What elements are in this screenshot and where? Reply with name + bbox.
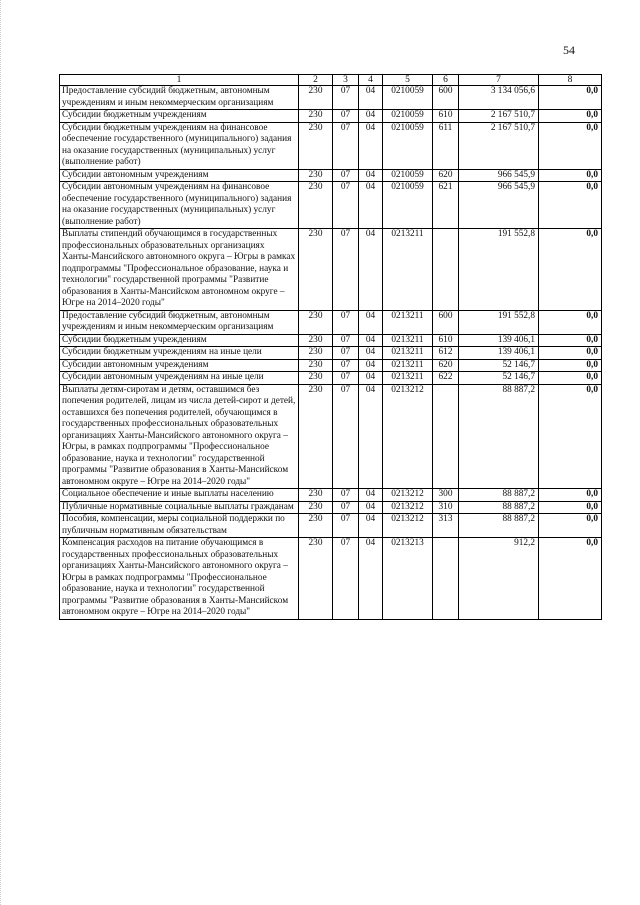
- table-row: [60, 384, 602, 489]
- row-admin-code: 230: [299, 514, 333, 538]
- row-target-article: 0213212: [383, 501, 433, 514]
- row-amount: 139 406,1: [459, 334, 539, 347]
- row-amount-2: 0,0: [539, 538, 602, 620]
- table-row: [60, 334, 602, 347]
- row-expense-type: 622: [433, 372, 459, 385]
- row-subsection: 04: [359, 384, 383, 489]
- row-name: Предоставление субсидий бюджетным, автономным учреждениям и иным некоммерческим организациям: [60, 86, 299, 110]
- row-name: Субсидии бюджетным учреждениям на финансовое обеспечение государственного (муниципального) задания на оказание государственных (муниципальных) услуг (выполнение работ): [60, 122, 299, 169]
- row-expense-type: [433, 229, 459, 311]
- row-subsection: 04: [359, 86, 383, 110]
- row-admin-code: 230: [299, 110, 333, 123]
- row-admin-code: 230: [299, 347, 333, 360]
- row-target-article: 0210059: [383, 182, 433, 229]
- row-section: 07: [333, 347, 359, 360]
- row-target-article: 0213212: [383, 514, 433, 538]
- table-row: [60, 310, 602, 334]
- table-row: [60, 538, 602, 620]
- table-row: [60, 372, 602, 385]
- row-amount: 191 552,8: [459, 229, 539, 311]
- row-section: 07: [333, 514, 359, 538]
- table-header-row: [60, 75, 602, 86]
- row-expense-type: 310: [433, 501, 459, 514]
- row-section: 07: [333, 122, 359, 169]
- row-name: Субсидии автономным учреждениям: [60, 359, 299, 372]
- row-subsection: 04: [359, 501, 383, 514]
- row-amount: 966 545,9: [459, 169, 539, 182]
- row-section: 07: [333, 489, 359, 502]
- row-subsection: 04: [359, 538, 383, 620]
- table-row: [60, 86, 602, 110]
- row-target-article: 0213211: [383, 372, 433, 385]
- row-section: 07: [333, 334, 359, 347]
- table-row: [60, 514, 602, 538]
- row-subsection: 04: [359, 169, 383, 182]
- row-expense-type: 610: [433, 110, 459, 123]
- table-row: [60, 110, 602, 123]
- table-row: [60, 182, 602, 229]
- row-admin-code: 230: [299, 538, 333, 620]
- row-subsection: 04: [359, 372, 383, 385]
- table-row: [60, 501, 602, 514]
- table-body: [60, 86, 602, 620]
- row-section: 07: [333, 372, 359, 385]
- table-row: [60, 122, 602, 169]
- row-admin-code: 230: [299, 229, 333, 311]
- row-section: 07: [333, 86, 359, 110]
- row-amount: 3 134 056,6: [459, 86, 539, 110]
- row-name: Субсидии автономным учреждениям на иные цели: [60, 372, 299, 385]
- page-number: 54: [563, 43, 575, 57]
- row-expense-type: 620: [433, 169, 459, 182]
- table-row: [60, 169, 602, 182]
- row-amount: 88 887,2: [459, 384, 539, 489]
- row-section: 07: [333, 359, 359, 372]
- row-admin-code: 230: [299, 310, 333, 334]
- row-amount: 191 552,8: [459, 310, 539, 334]
- row-amount: 52 146,7: [459, 372, 539, 385]
- row-amount-2: 0,0: [539, 489, 602, 502]
- row-name: Публичные нормативные социальные выплаты гражданам: [60, 501, 299, 514]
- row-expense-type: 313: [433, 514, 459, 538]
- row-name: Субсидии бюджетным учреждениям: [60, 110, 299, 123]
- row-admin-code: 230: [299, 384, 333, 489]
- row-target-article: 0213212: [383, 489, 433, 502]
- row-admin-code: 230: [299, 359, 333, 372]
- row-amount-2: 0,0: [539, 334, 602, 347]
- row-section: 07: [333, 384, 359, 489]
- row-subsection: 04: [359, 514, 383, 538]
- row-amount-2: 0,0: [539, 347, 602, 360]
- row-expense-type: 612: [433, 347, 459, 360]
- row-target-article: 0213211: [383, 229, 433, 311]
- row-name: Субсидии бюджетным учреждениям на иные цели: [60, 347, 299, 360]
- row-amount-2: 0,0: [539, 359, 602, 372]
- row-amount-2: 0,0: [539, 501, 602, 514]
- row-amount-2: 0,0: [539, 110, 602, 123]
- row-expense-type: [433, 384, 459, 489]
- row-admin-code: 230: [299, 122, 333, 169]
- row-amount: 2 167 510,7: [459, 110, 539, 123]
- row-amount: 88 887,2: [459, 514, 539, 538]
- row-expense-type: 600: [433, 310, 459, 334]
- row-amount: 139 406,1: [459, 347, 539, 360]
- row-admin-code: 230: [299, 86, 333, 110]
- budget-table: [59, 74, 602, 620]
- header-col-3: 3: [333, 75, 359, 86]
- table-row: [60, 359, 602, 372]
- table-row: [60, 229, 602, 311]
- row-subsection: 04: [359, 334, 383, 347]
- row-admin-code: 230: [299, 501, 333, 514]
- scan-edge: [0, 0, 9, 905]
- row-section: 07: [333, 169, 359, 182]
- row-target-article: 0210059: [383, 110, 433, 123]
- row-subsection: 04: [359, 229, 383, 311]
- row-amount: 2 167 510,7: [459, 122, 539, 169]
- row-target-article: 0213212: [383, 384, 433, 489]
- row-name: Социальное обеспечение и иные выплаты населению: [60, 489, 299, 502]
- row-section: 07: [333, 110, 359, 123]
- row-amount: 88 887,2: [459, 489, 539, 502]
- row-subsection: 04: [359, 110, 383, 123]
- table-row: [60, 489, 602, 502]
- row-amount-2: 0,0: [539, 86, 602, 110]
- row-expense-type: 621: [433, 182, 459, 229]
- row-target-article: 0213211: [383, 310, 433, 334]
- row-expense-type: 611: [433, 122, 459, 169]
- row-admin-code: 230: [299, 182, 333, 229]
- row-subsection: 04: [359, 182, 383, 229]
- row-subsection: 04: [359, 122, 383, 169]
- row-target-article: 0213211: [383, 359, 433, 372]
- row-name: Выплаты детям-сиротам и детям, оставшимся без попечения родителей, лицам из числа детей-сирот и детей, оставшихся без попечения родителей, обучающимся в государственных профессиональных образовательных организациях Ханты-Мансийского автономного округа – Югры, в рамках подпрограммы "Профессиональное образование, наука и технологии" государственной программы "Развитие образования в Ханты-Мансийском автономном округе – Югре на 2014–2020 годы": [60, 384, 299, 489]
- row-amount-2: 0,0: [539, 182, 602, 229]
- row-expense-type: 610: [433, 334, 459, 347]
- row-amount-2: 0,0: [539, 122, 602, 169]
- header-col-8: 8: [539, 75, 602, 86]
- header-col-6: 6: [433, 75, 459, 86]
- row-expense-type: 300: [433, 489, 459, 502]
- row-target-article: 0210059: [383, 122, 433, 169]
- row-section: 07: [333, 310, 359, 334]
- row-subsection: 04: [359, 359, 383, 372]
- row-target-article: 0210059: [383, 169, 433, 182]
- row-subsection: 04: [359, 347, 383, 360]
- row-name: Субсидии автономным учреждениям: [60, 169, 299, 182]
- header-col-1: 1: [60, 75, 299, 86]
- row-subsection: 04: [359, 310, 383, 334]
- row-amount-2: 0,0: [539, 169, 602, 182]
- row-admin-code: 230: [299, 334, 333, 347]
- row-target-article: 0213213: [383, 538, 433, 620]
- row-admin-code: 230: [299, 372, 333, 385]
- header-col-2: 2: [299, 75, 333, 86]
- row-admin-code: 230: [299, 489, 333, 502]
- row-amount: 52 146,7: [459, 359, 539, 372]
- row-name: Компенсация расходов на питание обучающимся в государственных профессиональных образовательных организациях Ханты-Мансийского автономного округа – Югры в рамках подпрограммы "Профессиональное образование, наука и технологии" государственной программы "Развитие образования в Ханты-Мансийском автономном округе – Югре на 2014–2020 годы": [60, 538, 299, 620]
- row-expense-type: 600: [433, 86, 459, 110]
- row-amount: 966 545,9: [459, 182, 539, 229]
- row-name: Субсидии автономным учреждениям на финансовое обеспечение государственного (муниципального) задания на оказание государственных (муниципальных) услуг (выполнение работ): [60, 182, 299, 229]
- row-target-article: 0213211: [383, 334, 433, 347]
- row-amount-2: 0,0: [539, 514, 602, 538]
- row-amount: 88 887,2: [459, 501, 539, 514]
- budget-table-container: [59, 74, 601, 620]
- row-name: Субсидии бюджетным учреждениям: [60, 334, 299, 347]
- row-amount: 912,2: [459, 538, 539, 620]
- row-section: 07: [333, 538, 359, 620]
- header-col-5: 5: [383, 75, 433, 86]
- row-amount-2: 0,0: [539, 372, 602, 385]
- row-expense-type: [433, 538, 459, 620]
- row-expense-type: 620: [433, 359, 459, 372]
- header-col-4: 4: [359, 75, 383, 86]
- header-col-7: 7: [459, 75, 539, 86]
- row-amount-2: 0,0: [539, 229, 602, 311]
- row-name: Выплаты стипендий обучающимся в государственных профессиональных образовательных организациях Ханты-Мансийского автономного округа – Югры в рамках подпрограммы "Профессиональное образование, наука и технологии" государственной программы "Развитие образования в Ханты-Мансийском автономном округе – Югре на 2014–2020 годы": [60, 229, 299, 311]
- row-name: Пособия, компенсации, меры социальной поддержки по публичным нормативным обязательствам: [60, 514, 299, 538]
- row-section: 07: [333, 501, 359, 514]
- row-amount-2: 0,0: [539, 384, 602, 489]
- row-section: 07: [333, 229, 359, 311]
- row-amount-2: 0,0: [539, 310, 602, 334]
- row-target-article: 0210059: [383, 86, 433, 110]
- row-name: Предоставление субсидий бюджетным, автономным учреждениям и иным некоммерческим организациям: [60, 310, 299, 334]
- row-section: 07: [333, 182, 359, 229]
- row-target-article: 0213211: [383, 347, 433, 360]
- table-row: [60, 347, 602, 360]
- row-subsection: 04: [359, 489, 383, 502]
- row-admin-code: 230: [299, 169, 333, 182]
